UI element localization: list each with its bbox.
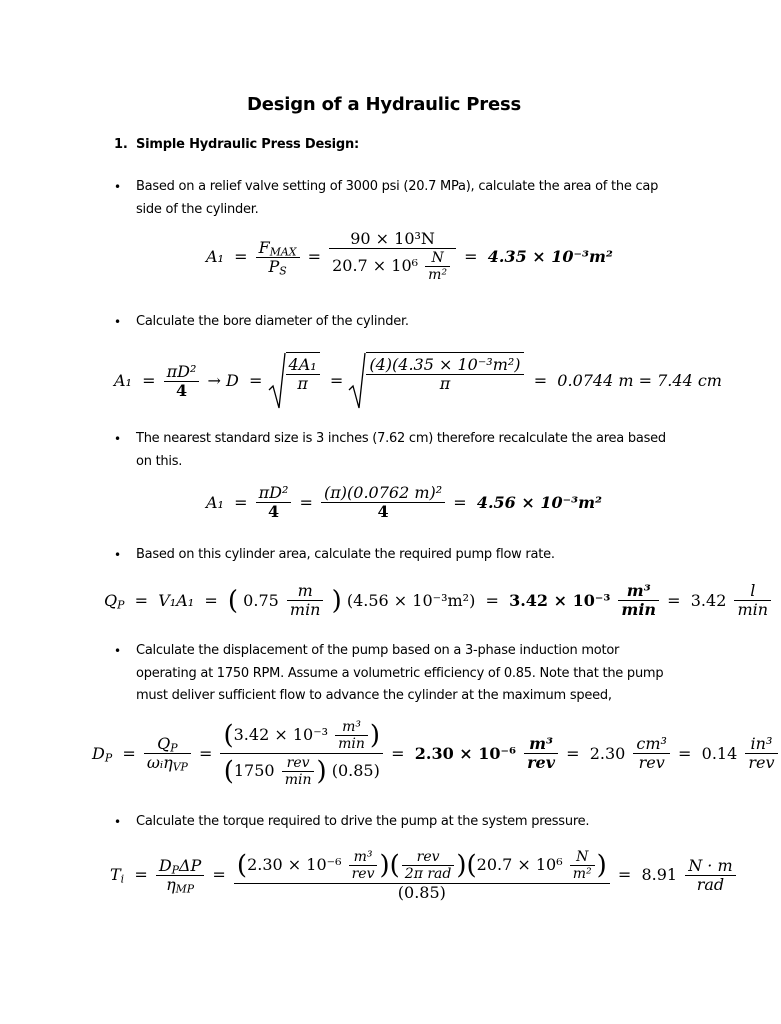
- fraction-force-pressure: $\frac{F_{MAX}}{P_S}$: [256, 239, 300, 276]
- equation-flow-rate: $Q_P = V_1A_1$ = ( 0.75 $\frac{m}{\min}$ ) (4.56 × 10⁻³m²) = 3.42 × 10⁻³ $\frac{\text{m³}}{\min}$ = 3.42 $\frac{l}{\min}$: [104, 582, 774, 619]
- equation-area-cap: A₁ = $\frac{F_{MAX}}{P_S}$ = 90 × 10³N 20.7 × 10⁶ $\frac{N}{\text{m²}}$ = 4.35 × 10⁻³m²: [206, 229, 613, 283]
- eq-lhs: A₁: [206, 247, 224, 266]
- bullet-marker: •: [114, 180, 121, 194]
- bullet-text: The nearest standard size is 3 inches (7.62 cm) therefore recalculate the area based on this.: [136, 431, 666, 469]
- equation-bore-diameter: A₁ = $\frac{\text{πD²}}{4}$ → D = $\frac{\text{4A₁}}{\pi}$ = $\frac{\text{(4)(4.35 × 10⁻³m²)}}{\pi}$ = 0.0744 m = 7.44 cm: [114, 352, 722, 410]
- fraction-displacement-values: (3.42 × 10⁻³ $\frac{\text{m³}}{\min}$ ) (1750 $\frac{\text{rev}}{\min}$ ) (0.85): [220, 718, 383, 789]
- section-title: Simple Hydraulic Press Design:: [136, 137, 360, 152]
- bullet-text: Based on this cylinder area, calculate the required pump flow rate.: [136, 547, 555, 562]
- equation-displacement: $D_P$ = $\frac{Q_P}{\omega ᵢ\eta_{VP}}$ = (3.42 × 10⁻³ $\frac{\text{m³}}{\min}$ ) (1750 $\frac{\text{rev}}{\min}$ ) (0.85) = 2.30 × 10⁻⁶ $\frac{\text{m³}}{\text{rev}}$ = 2.30 $\frac{\text{cm³}}{\text{rev}}$ = 0.14 $\frac{\text{in³}}{\text{rev}}$: [92, 718, 781, 789]
- bullet-text: Based on a relief valve setting of 3000 psi (20.7 MPa), calculate the area of the cap side of the cylinder.: [136, 179, 659, 217]
- bullet-relief-valve: [114, 176, 674, 221]
- eq-result-flow: 3.42 × 10⁻³: [509, 590, 611, 610]
- eq-result-diameter: 0.0744 m = 7.44 cm: [557, 371, 722, 390]
- bullet-marker: •: [114, 432, 121, 446]
- bullet-marker: •: [114, 644, 121, 658]
- bullet-text: Calculate the torque required to drive the pump at the system pressure.: [136, 814, 590, 829]
- sqrt-formula: $\frac{\text{4A₁}}{\pi}$: [268, 352, 320, 410]
- bullet-text: Calculate the bore diameter of the cylinder.: [136, 314, 409, 329]
- bullet-marker: •: [114, 548, 121, 562]
- equation-torque: $T_i$ = $\frac{D_P\Delta P}{\eta_{MP}}$ = (2.30 × 10⁻⁶ $\frac{\text{m³}}{\text{rev}}$ )( $\frac{\text{rev}}{\text{2π rad}}$ )(20.7 × 10⁶ $\frac{N}{\text{m²}}$ ) (0.85) = 8.91 $\frac{N \cdot m}{\text{rad}}$: [110, 848, 739, 902]
- bullet-marker: •: [114, 815, 121, 829]
- sqrt-values: $\frac{\text{(4)(4.35 × 10⁻³m²)}}{\pi}$: [348, 352, 523, 410]
- bullet-standard-size: [114, 428, 674, 473]
- fraction-values: 90 × 10³N 20.7 × 10⁶ $\frac{N}{\text{m²}}$: [329, 230, 456, 284]
- bullet-bore-diameter: [114, 311, 674, 334]
- section-heading: [114, 137, 359, 152]
- section-number: 1.: [114, 137, 128, 152]
- eq-result-torque: 8.91: [641, 865, 678, 884]
- fraction-torque-values: (2.30 × 10⁻⁶ $\frac{\text{m³}}{\text{rev}}$ )( $\frac{\text{rev}}{\text{2π rad}}$ )(20.7 × 10⁶ $\frac{N}{\text{m²}}$ ) (0.85): [234, 848, 610, 902]
- bullet-pump-displacement: [114, 640, 674, 708]
- eq-result-area: 4.35 × 10⁻³m²: [487, 247, 613, 266]
- bullet-torque: [114, 811, 674, 834]
- bullet-text: Calculate the displacement of the pump based on a 3-phase induction motor operating at 1750 RPM. Assume a volumetric efficiency of 0.85. Note that the pump must deliver sufficient flow to advance the cylinder at the maximum speed,: [136, 643, 664, 703]
- document-title: Design of a Hydraulic Press: [247, 94, 521, 115]
- eq-result-area-recalc: 4.56 × 10⁻³m²: [476, 492, 603, 512]
- equation-area-recalc: A₁ = $\frac{\text{πD²}}{4}$ = $\frac{\text{(π)(0.0762 m)²}}{4}$ = 4.56 × 10⁻³m²: [206, 483, 603, 521]
- bullet-pump-flow: [114, 544, 674, 567]
- eq-result-displacement: 2.30 × 10⁻⁶: [414, 743, 516, 763]
- bullet-marker: •: [114, 315, 121, 329]
